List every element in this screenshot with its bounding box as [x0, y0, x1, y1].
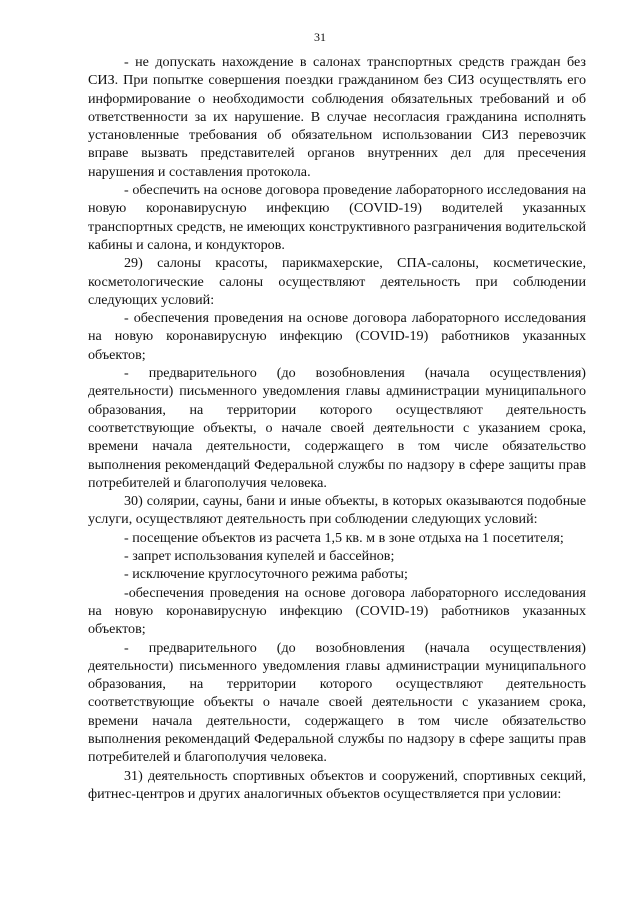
page-number: 31	[314, 30, 326, 44]
document-body	[88, 53, 586, 803]
paragraph: - посещение объектов из расчета 1,5 кв. м в зоне отдыха на 1 посетителя;	[124, 529, 564, 546]
paragraph: - обеспечить на основе договора проведение лабораторного исследования на новую коронавирусную инфекцию (COVID-19) водителей указанных транспортных средств, не имеющих конструктивного разграничения водительской кабины и салона, и кондукторов.	[88, 182, 586, 253]
paragraph: - предварительного (до возобновления (начала осуществления) деятельности) письменного уведомления главы администрации муниципального образования, на территории которого осуществляют деятельность соответствующие объекты о начале своей деятельности с указанием срока, времени начала деятельности, содержащего в том числе обязательство выполнения рекомендаций Федеральной службы по надзору в сфере защиты прав потребителей и благополучия человека.	[88, 639, 586, 766]
paragraph: - исключение круглосуточного режима работы;	[124, 566, 408, 583]
paragraph: - обеспечения проведения на основе договора лабораторного исследования на новую коронавирусную инфекцию (COVID-19) работников указанных объектов;	[88, 310, 586, 363]
paragraph: 30) солярии, сауны, бани и иные объекты, в которых оказываются подобные услуги, осуществляют деятельность при соблюдении следующих условий:	[88, 493, 586, 528]
paragraph: - запрет использования купелей и бассейнов;	[124, 548, 395, 565]
paragraph: - предварительного (до возобновления (начала осуществления) деятельности) письменного уведомления главы администрации муниципального образования, на территории которого осуществляют деятельность соответствующие объекты, о начале своей деятельности с указанием срока, времени начала деятельности, содержащего в том числе обязательство выполнения рекомендаций Федеральной службы по надзору в сфере защиты прав потребителей и благополучия человека.	[88, 365, 586, 491]
paragraph: -обеспечения проведения на основе договора лабораторного исследования на новую коронавирусную инфекцию (COVID-19) работников указанных объектов;	[88, 584, 586, 638]
paragraph: 29) салоны красоты, парикмахерские, СПА-салоны, косметические, косметологические салоны осуществляют деятельность при соблюдении следующих условий:	[88, 255, 586, 308]
paragraph: 31) деятельность спортивных объектов и сооружений, спортивных секций, фитнес-центров и других аналогичных объектов осуществляется при условии:	[88, 767, 586, 802]
paragraph: - не допускать нахождение в салонах транспортных средств граждан без СИЗ. При попытке совершения поездки гражданином без СИЗ осуществлять его информирование о необходимости соблюдения обязательных требований и об ответственности за их нарушение. В случае несогласия гражданина исполнять установленные требования об обязательном использовании СИЗ перевозчик вправе вызвать представителей органов внутренних дел для пресечения нарушения и составления протокола.	[88, 54, 586, 180]
